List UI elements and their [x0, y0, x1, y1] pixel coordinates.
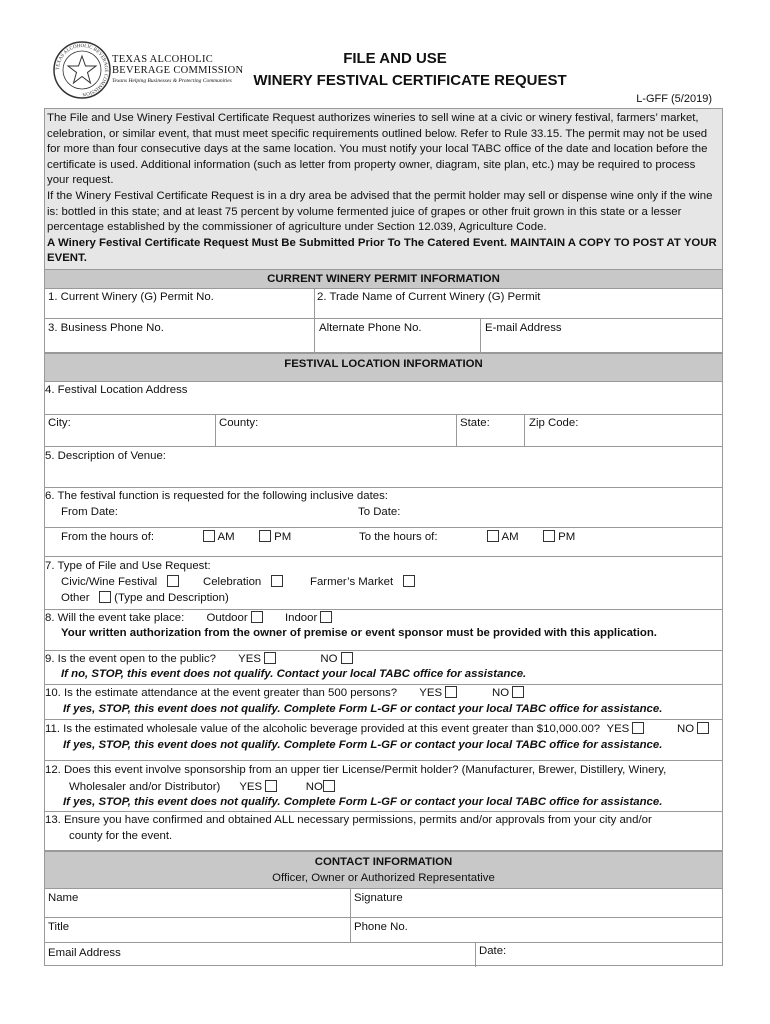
- to-date-field[interactable]: To Date:: [358, 506, 401, 518]
- from-hours-field[interactable]: From the hours of:: [61, 531, 155, 543]
- date-field[interactable]: Date:: [479, 945, 507, 957]
- q12-stop-note: If yes, STOP, this event does not qualify. Complete Form L-GF or contact your local TABC office for assistance.: [63, 796, 663, 808]
- q9-stop-note: If no, STOP, this event does not qualify. Contact your local TABC office for assistance.: [61, 668, 527, 680]
- q9-no-checkbox[interactable]: [341, 652, 353, 664]
- signature-field[interactable]: Signature: [354, 892, 403, 904]
- sponsorship-question-line2: Wholesaler and/or Distributor): [69, 781, 221, 793]
- celebration-label: Celebration: [203, 576, 262, 588]
- outdoor-label: Outdoor: [206, 612, 248, 624]
- q10-no-label: NO: [492, 687, 510, 699]
- from-am-label: AM: [217, 531, 235, 543]
- q12-no-label: NO: [305, 781, 323, 793]
- q11-no-checkbox[interactable]: [697, 722, 709, 734]
- contact-name-field[interactable]: Name: [48, 892, 79, 904]
- form-title-line2: WINERY FESTIVAL CERTIFICATE REQUEST: [253, 72, 567, 89]
- county-field[interactable]: County:: [219, 417, 259, 429]
- q12-yes-label: YES: [239, 781, 263, 793]
- to-am-label: AM: [501, 531, 519, 543]
- request-type-label: 7. Type of File and Use Request:: [45, 560, 211, 572]
- contact-section: [44, 851, 723, 966]
- intro-paragraph-3: A Winery Festival Certificate Request Must Be Submitted Prior To The Catered Event. MAINTAIN A COPY TO POST AT YOUR EVENT.: [47, 236, 717, 265]
- outdoor-checkbox[interactable]: [251, 611, 263, 623]
- q11-yes-label: YES: [606, 723, 630, 735]
- authorization-note: Your written authorization from the owner of premise or event sponsor must be provided with this application.: [61, 627, 657, 639]
- location-section: [44, 353, 723, 851]
- to-pm-label: PM: [558, 531, 576, 543]
- permit-section-heading: CURRENT WINERY PERMIT INFORMATION: [45, 270, 722, 288]
- to-am-checkbox[interactable]: [487, 530, 499, 542]
- farmers-market-checkbox[interactable]: [403, 575, 415, 587]
- q12-no-checkbox[interactable]: [323, 780, 335, 792]
- indoor-label: Indoor: [284, 612, 318, 624]
- q9-yes-checkbox[interactable]: [264, 652, 276, 664]
- q9-yes-label: YES: [238, 653, 261, 665]
- other-checkbox[interactable]: [99, 591, 111, 603]
- civic-festival-label: Civic/Wine Festival: [61, 576, 158, 588]
- contact-email-field[interactable]: Email Address: [48, 947, 121, 959]
- contact-phone-field[interactable]: Phone No.: [354, 921, 408, 933]
- q10-yes-label: YES: [419, 687, 443, 699]
- business-phone-field[interactable]: 3. Business Phone No.: [48, 322, 164, 334]
- svg-text:TEXAS ALCOHOLIC BEVERAGE COMMI: TEXAS ALCOHOLIC BEVERAGE COMMISSION: [55, 43, 109, 97]
- festival-address-field[interactable]: 4. Festival Location Address: [45, 384, 188, 396]
- farmers-market-label: Farmer’s Market: [310, 576, 394, 588]
- other-description-field[interactable]: (Type and Description): [114, 592, 229, 604]
- tabc-seal-logo: [52, 40, 112, 100]
- q12-yes-checkbox[interactable]: [265, 780, 277, 792]
- q10-yes-checkbox[interactable]: [445, 686, 457, 698]
- zip-code-field[interactable]: Zip Code:: [529, 417, 579, 429]
- q9-no-label: NO: [320, 653, 338, 665]
- festival-dates-label: 6. The festival function is requested for the following inclusive dates:: [45, 490, 388, 502]
- agency-name: TEXAS ALCOHOLIC BEVERAGE COMMISSION Texans Helping Businesses & Protecting Communities: [112, 54, 244, 84]
- to-pm-checkbox[interactable]: [543, 530, 555, 542]
- permissions-note: 13. Ensure you have confirmed and obtained ALL necessary permissions, permits and/or approvals from your city and/or: [45, 814, 652, 826]
- intro-instructions: [44, 108, 723, 270]
- other-label: Other: [61, 592, 90, 604]
- state-field[interactable]: State:: [460, 417, 490, 429]
- contact-section-heading: [45, 852, 722, 888]
- contact-heading: CONTACT INFORMATION: [314, 856, 453, 868]
- q10-no-checkbox[interactable]: [512, 686, 524, 698]
- from-date-field[interactable]: From Date:: [61, 506, 118, 518]
- from-pm-label: PM: [274, 531, 292, 543]
- q11-stop-note: If yes, STOP, this event does not qualify. Complete Form L-GF or contact your local TABC office for assistance.: [63, 739, 663, 751]
- permit-number-field[interactable]: 1. Current Winery (G) Permit No.: [48, 291, 214, 303]
- from-am-checkbox[interactable]: [203, 530, 215, 542]
- form-number: L-GFF (5/2019): [636, 93, 712, 105]
- permissions-note-line2: county for the event.: [69, 830, 173, 842]
- venue-description-field[interactable]: 5. Description of Venue:: [45, 450, 166, 462]
- celebration-checkbox[interactable]: [271, 575, 283, 587]
- event-place-label: 8. Will the event take place:: [45, 612, 185, 624]
- contact-title-field[interactable]: Title: [48, 921, 70, 933]
- attendance-question: 10. Is the estimate attendance at the event greater than 500 persons?: [45, 687, 398, 699]
- city-field[interactable]: City:: [48, 417, 71, 429]
- intro-paragraph-2: If the Winery Festival Certificate Request is in a dry area be advised that the permit holder may sell or dispense wine only if the wine is: bottled in this state; and at least 75 percent by volume fermented juice of grapes or other fruit grown in this state or a lesser percentage established by the commissioner of agriculture under Section 12.039, Agriculture Code.: [47, 189, 713, 234]
- alternate-phone-field[interactable]: Alternate Phone No.: [319, 322, 422, 334]
- location-section-heading: FESTIVAL LOCATION INFORMATION: [45, 353, 722, 381]
- permit-section: [44, 270, 723, 353]
- intro-paragraph-1: The File and Use Winery Festival Certificate Request authorizes wineries to sell wine at a civic or winery festival, farmers’ market, celebration, or similar event, that must meet specific requirements outlined below. Refer to Rule 33.15. The permit may not be used for more than four consecutive days at the same location. You must notify your local TABC office of the date and location before the certificate is used. Additional information (such as letter from property owner, diagram, site plan, etc.) may be required to process your request.: [47, 112, 708, 187]
- form-title-line1: FILE AND USE: [343, 50, 447, 67]
- q10-stop-note: If yes, STOP, this event does not qualify. Complete Form L-GF or contact your local TABC office for assistance.: [63, 703, 663, 715]
- q11-no-label: NO: [677, 723, 695, 735]
- civic-festival-checkbox[interactable]: [167, 575, 179, 587]
- trade-name-field[interactable]: 2. Trade Name of Current Winery (G) Permit: [317, 291, 541, 303]
- email-address-field[interactable]: E-mail Address: [485, 322, 562, 334]
- q11-yes-checkbox[interactable]: [632, 722, 644, 734]
- public-event-question: 9. Is the event open to the public?: [45, 653, 216, 665]
- to-hours-field[interactable]: To the hours of:: [359, 531, 438, 543]
- sponsorship-question: 12. Does this event involve sponsorship from an upper tier License/Permit holder? (Manufacturer, Brewer, Distillery, Winery,: [45, 764, 667, 776]
- from-pm-checkbox[interactable]: [259, 530, 271, 542]
- contact-subheading: Officer, Owner or Authorized Representative: [272, 872, 495, 884]
- wholesale-value-question: 11. Is the estimated wholesale value of the alcoholic beverage provided at this event greater than $10,000.00?: [45, 723, 601, 735]
- indoor-checkbox[interactable]: [320, 611, 332, 623]
